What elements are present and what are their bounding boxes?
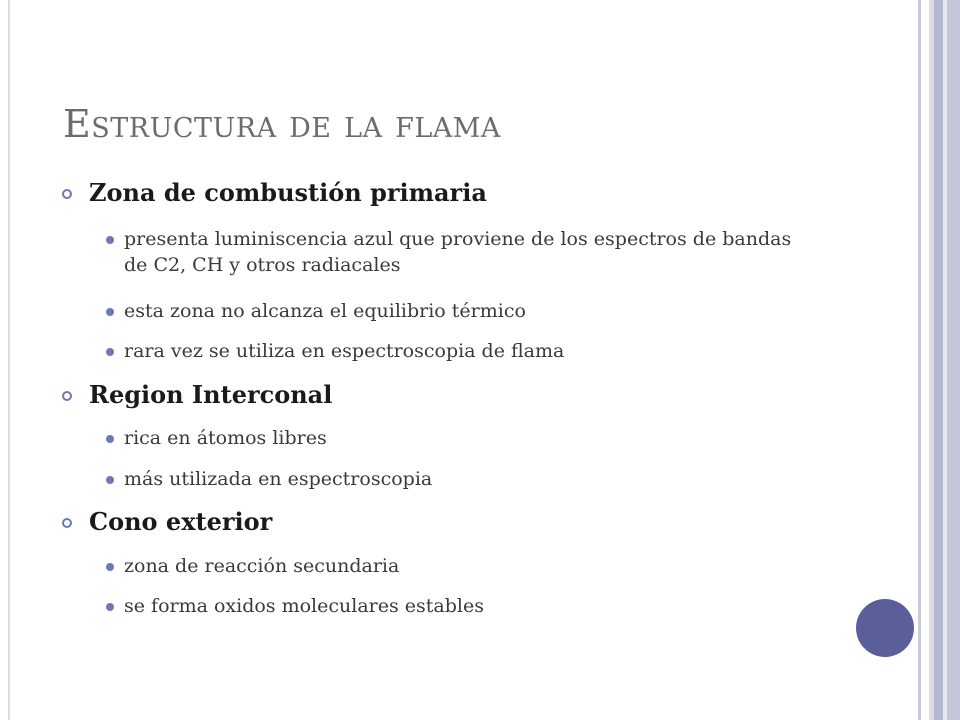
decorative-circle (856, 599, 914, 657)
right-stripe-decoration (947, 0, 960, 720)
bullet-dot-icon (106, 603, 114, 611)
list-item: rica en átomos libres (124, 427, 327, 449)
right-stripe-decoration (934, 0, 943, 720)
section-bullet-icon (62, 391, 72, 401)
bullet-dot-icon (106, 348, 114, 356)
section-bullet-icon (62, 518, 72, 528)
list-item: zona de reacción secundaria (124, 555, 400, 577)
list-item: rara vez se utiliza en espectroscopia de flama (124, 340, 565, 362)
bullet-dot-icon (106, 308, 114, 316)
list-item: presenta luminiscencia azul que proviene de los espectros de bandas de C2, CH y otros radiacales (124, 228, 792, 276)
bullet-dot-icon (106, 476, 114, 484)
list-item: esta zona no alcanza el equilibrio térmico (124, 300, 526, 322)
section-heading: Region Interconal (89, 380, 333, 409)
slide-title: Estructura de la flama (63, 102, 501, 146)
list-item: más utilizada en espectroscopia (124, 468, 433, 490)
section-heading: Zona de combustión primaria (89, 178, 487, 207)
right-stripe-decoration (918, 0, 929, 720)
bullet-dot-icon (106, 236, 114, 244)
list-item: se forma oxidos moleculares estables (124, 595, 484, 617)
section-bullet-icon (62, 189, 72, 199)
section-heading: Cono exterior (89, 507, 273, 536)
bullet-dot-icon (106, 435, 114, 443)
bullet-dot-icon (106, 563, 114, 571)
left-border-rule (8, 0, 10, 720)
